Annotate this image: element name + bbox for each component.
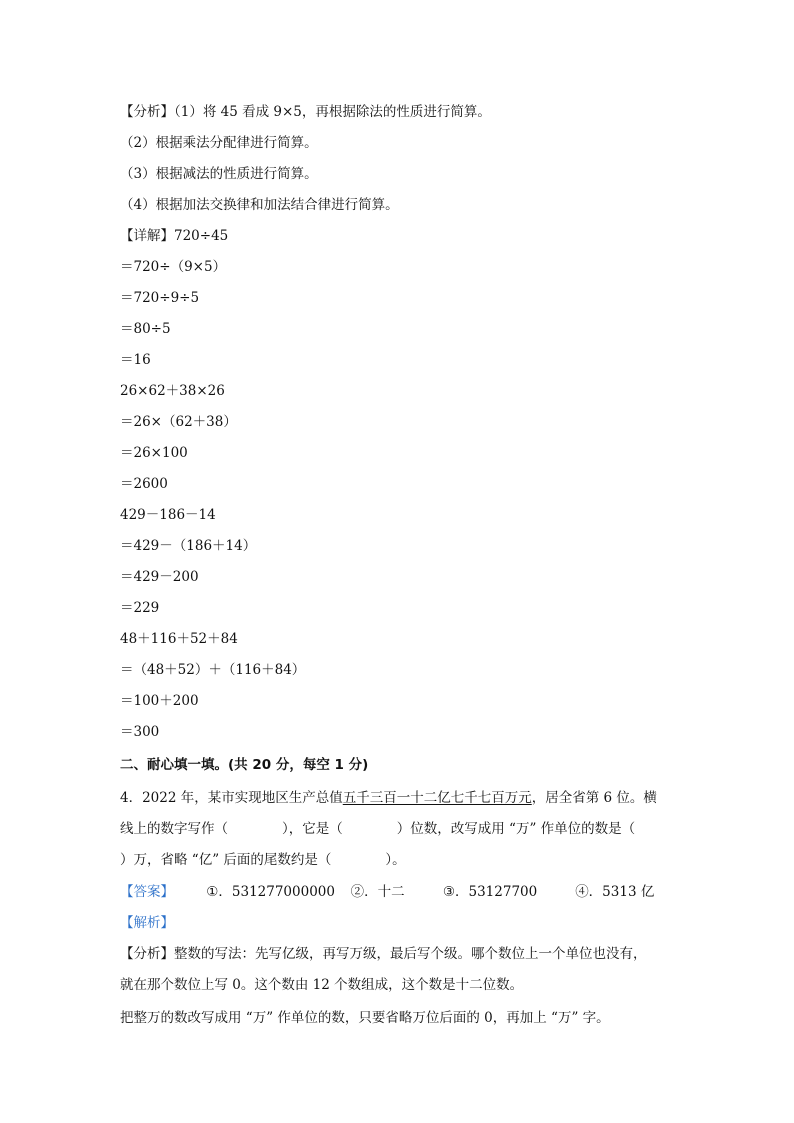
answer-item: ②．十二 — [350, 884, 405, 900]
analysis-line-3: （3）根据减法的性质进行简算。 — [120, 166, 318, 182]
answer-tag: 【答案】 — [120, 884, 174, 900]
step-line: 26×62＋38×26 — [120, 383, 225, 399]
step-line: 429－186－14 — [120, 507, 216, 523]
explanation-tag: 【解析】 — [120, 915, 174, 931]
step-line: ＝300 — [120, 724, 160, 740]
section-title: 二、耐心填一填。(共 20 分，每空 1 分) — [120, 757, 369, 773]
step-line: ＝26×（62＋38） — [120, 414, 237, 430]
answer-item: ③．53127700 — [442, 884, 538, 900]
underlined-amount: 五千三百一十二亿七千七百万元 — [342, 790, 532, 806]
analysis2-line-2: 就在那个数位上写 0。这个数由 12 个数组成，这个数是十二位数。 — [120, 977, 524, 993]
analysis-line-4: （4）根据加法交换律和加法结合律进行简算。 — [120, 197, 399, 213]
detail-first: 720÷45 — [174, 228, 229, 244]
analysis2-line-1 — [120, 945, 647, 963]
step-line: ＝16 — [120, 352, 151, 368]
step-line: ＝720÷9÷5 — [120, 290, 200, 306]
step-line: ＝100＋200 — [120, 693, 199, 709]
question-4-line-2: 线上的数字写作（ ），它是（ ）位数，改写成用 “万” 作单位的数是（ — [120, 821, 636, 837]
step-line: ＝80÷5 — [120, 321, 171, 337]
analysis-line-1 — [120, 103, 491, 121]
analysis2-line-3: 把整万的数改写成用 “万” 作单位的数，只要省略万位后面的 0，再加上 “万” 字。 — [120, 1010, 610, 1026]
step-line: ＝（48＋52）＋（116＋84） — [120, 662, 306, 678]
question-suffix: ，居全省第 6 位。横 — [531, 790, 657, 806]
detail-line — [120, 227, 228, 245]
analysis2-text: 整数的写法：先写亿级，再写万级，最后写个级。哪个数位上一个单位也没有， — [174, 946, 647, 962]
step-line: ＝229 — [120, 600, 160, 616]
analysis-text: （1）将 45 看成 9×5，再根据除法的性质进行简算。 — [174, 104, 491, 120]
analysis-tag: 【分析】 — [120, 104, 174, 120]
analysis-line-2: （2）根据乘法分配律进行简算。 — [120, 135, 318, 151]
step-line: ＝26×100 — [120, 445, 188, 461]
step-line: ＝429－200 — [120, 569, 199, 585]
answer-line — [120, 883, 654, 901]
answer-item: ①．531277000000 — [206, 884, 335, 900]
analysis2-tag: 【分析】 — [120, 946, 174, 962]
question-prefix: 4．2022 年，某市实现地区生产总值 — [120, 790, 343, 806]
question-4-line-1 — [120, 789, 657, 807]
step-line: ＝2600 — [120, 476, 168, 492]
step-line: ＝720÷（9×5） — [120, 259, 227, 275]
answer-item: ④．5313 亿 — [575, 884, 655, 900]
step-line: ＝429－（186＋14） — [120, 538, 257, 554]
detail-tag: 【详解】 — [120, 228, 174, 244]
question-4-line-3: ）万，省略 “亿” 后面的尾数约是（ ）。 — [120, 852, 406, 868]
step-line: 48＋116＋52＋84 — [120, 631, 238, 647]
